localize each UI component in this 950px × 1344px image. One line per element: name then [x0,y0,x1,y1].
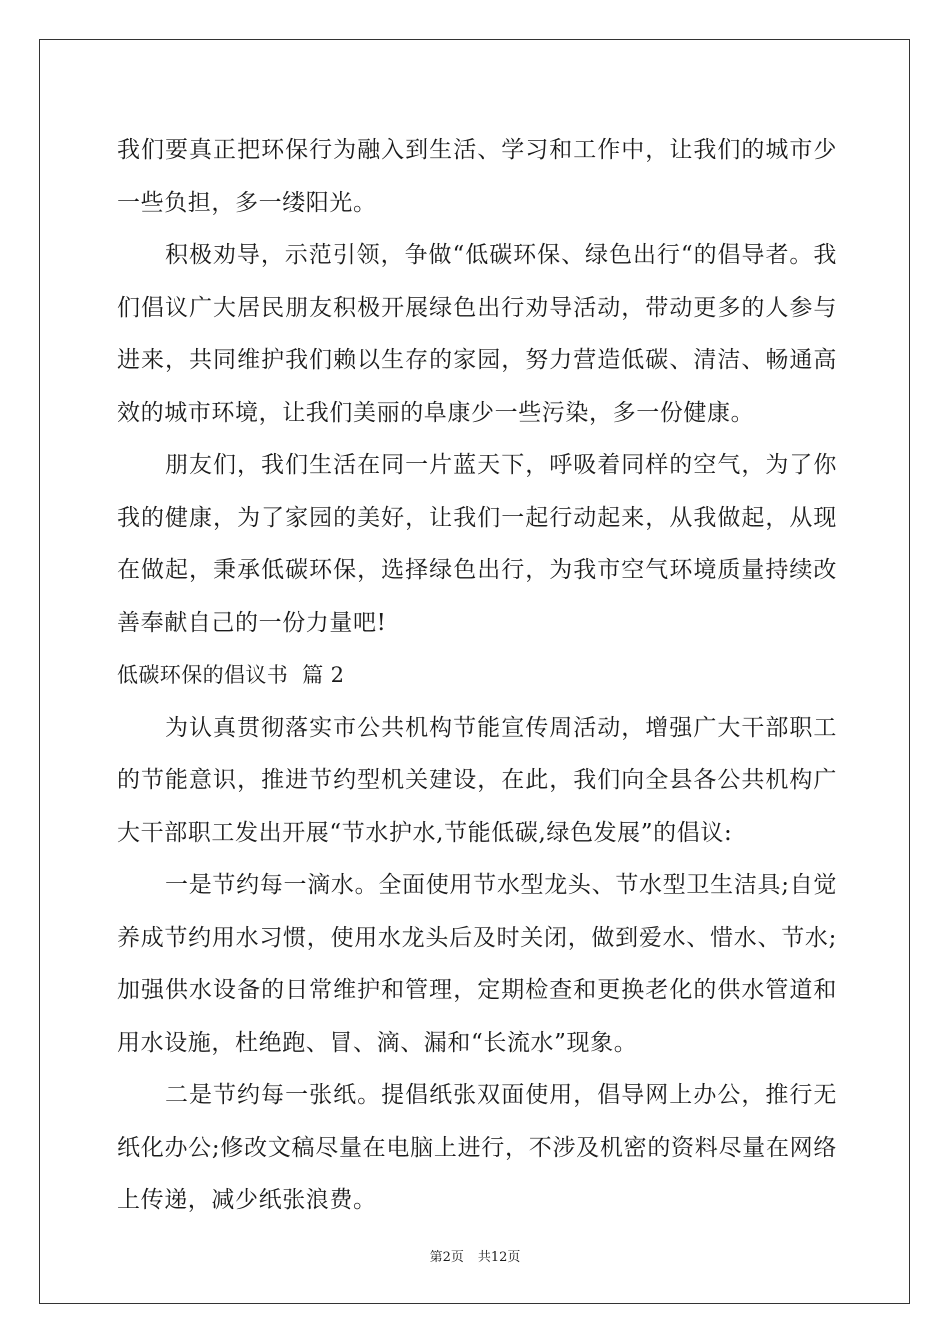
paragraph: 朋友们，我们生活在同一片蓝天下，呼吸着同样的空气，为了你我的健康，为了家园的美好，让我们一起行动起来，从我做起，从现在做起，秉承低碳环保，选择绿色出行，为我市空气环境质量持续改善奉献自己的一份力量吧! [117,452,837,636]
paragraph: 一是节约每一滴水。全面使用节水型龙头、节水型卫生洁具;自觉养成节约用水习惯，使用水龙头后及时关闭，做到爱水、惜水、节水;加强供水设备的日常维护和管理，定期检查和更换老化的供水管道和用水设施，杜绝跑、冒、滴、漏和“长流水”现象。 [117,872,837,1056]
section-title: 低碳环保的倡议书 [117,663,289,687]
document-body [117,124,837,1227]
paragraph: 我们要真正把环保行为融入到生活、学习和工作中，让我们的城市少一些负担，多一缕阳光。 [117,137,837,216]
current-page-label: 第2页 [429,1250,464,1265]
section-number: 篇 2 [302,663,345,687]
page-footer [0,1246,950,1265]
paragraph: 二是节约每一张纸。提倡纸张双面使用，倡导网上办公，推行无纸化办公;修改文稿尽量在电脑上进行，不涉及机密的资料尽量在网络上传递，减少纸张浪费。 [117,1082,837,1213]
total-pages-label: 共12页 [477,1250,521,1265]
paragraph: 为认真贯彻落实市公共机构节能宣传周活动，增强广大干部职工的节能意识，推进节约型机关建设，在此，我们向全县各公共机构广大干部职工发出开展“节水护水,节能低碳,绿色发展”的倡议: [117,714,837,846]
section-heading [117,649,837,702]
paragraph: 积极劝导，示范引领，争做“低碳环保、绿色出行“的倡导者。我们倡议广大居民朋友积极开展绿色出行劝导活动，带动更多的人参与进来，共同维护我们赖以生存的家园，努力营造低碳、清洁、畅通高效的城市环境，让我们美丽的阜康少一些污染，多一份健康。 [117,242,837,426]
